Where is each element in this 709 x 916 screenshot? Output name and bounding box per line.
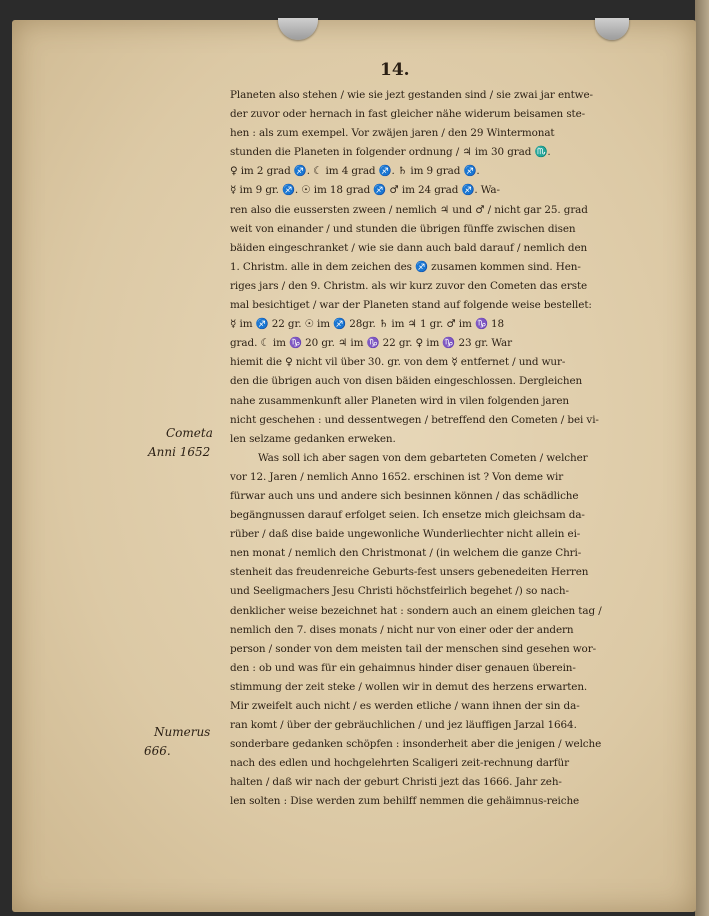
- text-line: ran komt / über der gebräuchlichen / und jez läuffigen Jarzal 1664.: [230, 719, 577, 732]
- text-line: den die übrigen auch von disen bäiden eingeschlossen. Dergleichen: [230, 375, 583, 388]
- text-line: nen monat / nemlich den Christmonat / (in welchem die ganze Chri-: [230, 547, 582, 560]
- text-line: ☿ im ♐ 22 gr. ☉ im ♐ 28gr. ♄ im ♃ 1 gr. ♂ im ♑ 18: [230, 318, 505, 331]
- text-line: fürwar auch uns und andere sich besinnen können / das schädliche: [230, 489, 579, 502]
- text-line: rüber / daß dise baide ungewonliche Wunderliechter nicht allein ei-: [230, 528, 581, 541]
- text-line: denklicher weise bezeichnet hat : sondern auch an einem gleichen tag /: [230, 604, 602, 617]
- text-line: Was soll ich aber sagen von dem gebarteten Cometen / welcher: [258, 451, 588, 464]
- text-line: hen : als zum exempel. Vor zwäjen jaren / den 29 Wintermonat: [230, 127, 555, 140]
- text-line: vor 12. Jaren / nemlich Anno 1652. erschinen ist ? Von deme wir: [230, 470, 564, 483]
- text-line: person / sonder von dem meisten tail der menschen sind gesehen wor-: [230, 642, 596, 655]
- text-line: len solten : Dise werden zum behilff nemmen die gehäimnus-reiche: [230, 795, 580, 808]
- text-line: nahe zusammenkunft aller Planeten wird in vilen folgenden jaren: [230, 394, 569, 407]
- page-number: 14.: [380, 60, 410, 80]
- text-line: nemlich den 7. dises monats / nicht nur von einer oder der andern: [230, 623, 574, 636]
- text-line: 1. Christm. alle in dem zeichen des ♐ zusamen kommen sind. Hen-: [230, 260, 581, 273]
- margin-note-cometa: Cometa: [166, 426, 213, 440]
- text-line: begängnussen darauf erfolget seien. Ich ensetze mich gleichsam da-: [230, 509, 585, 522]
- text-line: nicht geschehen : und dessentwegen / betreffend den Cometen / bei vi-: [230, 413, 599, 426]
- text-line: sonderbare gedanken schöpfen : insonderheit aber die jenigen / welche: [230, 738, 602, 751]
- margin-note-numerus: Numerus: [154, 725, 211, 739]
- text-line: ren also die eussersten zween / nemlich ♃ und ♂ / nicht gar 25. grad: [230, 203, 588, 216]
- text-line: halten / daß wir nach der geburt Christi jezt das 1666. Jahr zeh-: [230, 776, 562, 789]
- text-line: und Seeligmachers Jesu Christi höchstfeirlich begehet /) so nach-: [230, 585, 569, 598]
- text-line: stimmung der zeit steke / wollen wir in demut des herzens erwarten.: [230, 680, 588, 693]
- text-line: hiemit die ♀ nicht vil über 30. gr. von dem ☿ entfernet / und wur-: [230, 356, 566, 369]
- text-line: ☿ im 9 gr. ♐. ☉ im 18 grad ♐ ♂ im 24 grad ♐. Wa-: [230, 184, 500, 197]
- text-line: riges jars / den 9. Christm. als wir kurz zuvor den Cometen das erste: [230, 279, 588, 292]
- text-line: stenheit das freudenreiche Geburts-fest unsers gebenedeiten Herren: [230, 566, 589, 579]
- text-line: Planeten also stehen / wie sie jezt gestanden sind / sie zwai jar entwe-: [230, 89, 593, 101]
- text-line: grad. ☾ im ♑ 20 gr. ♃ im ♑ 22 gr. ♀ im ♑ 23 gr. War: [230, 337, 513, 350]
- text-line: Mir zweifelt auch nicht / es werden etliche / wann ihnen der sin da-: [230, 700, 580, 712]
- text-line: stunden die Planeten in folgender ordnung / ♃ im 30 grad ♏.: [230, 146, 551, 159]
- text-line: bäiden eingeschranket / wie sie dann auch bald darauf / nemlich den: [230, 241, 588, 254]
- book-edge: [695, 0, 709, 916]
- text-line: der zuvor oder hernach in fast gleicher nähe widerum beisamen ste-: [230, 108, 586, 121]
- text-line: den : ob und was für ein gehaimnus hinder diser genauen überein-: [230, 661, 576, 674]
- text-line: mal besichtiget / war der Planeten stand auf folgende weise bestellet:: [230, 299, 592, 312]
- margin-note-666: 666.: [144, 744, 171, 758]
- text-line: len selzame gedanken erweken.: [230, 432, 396, 445]
- margin-note-anni: Anni 1652: [148, 445, 211, 459]
- body-text: [230, 86, 652, 812]
- text-line: nach des edlen und hochgelehrten Scaligeri zeit-rechnung darfür: [230, 757, 569, 770]
- text-line: ♀ im 2 grad ♐. ☾ im 4 grad ♐. ♄ im 9 grad ♐.: [230, 165, 480, 178]
- text-line: weit von einander / und stunden die übrigen fünffe zwischen disen: [230, 222, 576, 235]
